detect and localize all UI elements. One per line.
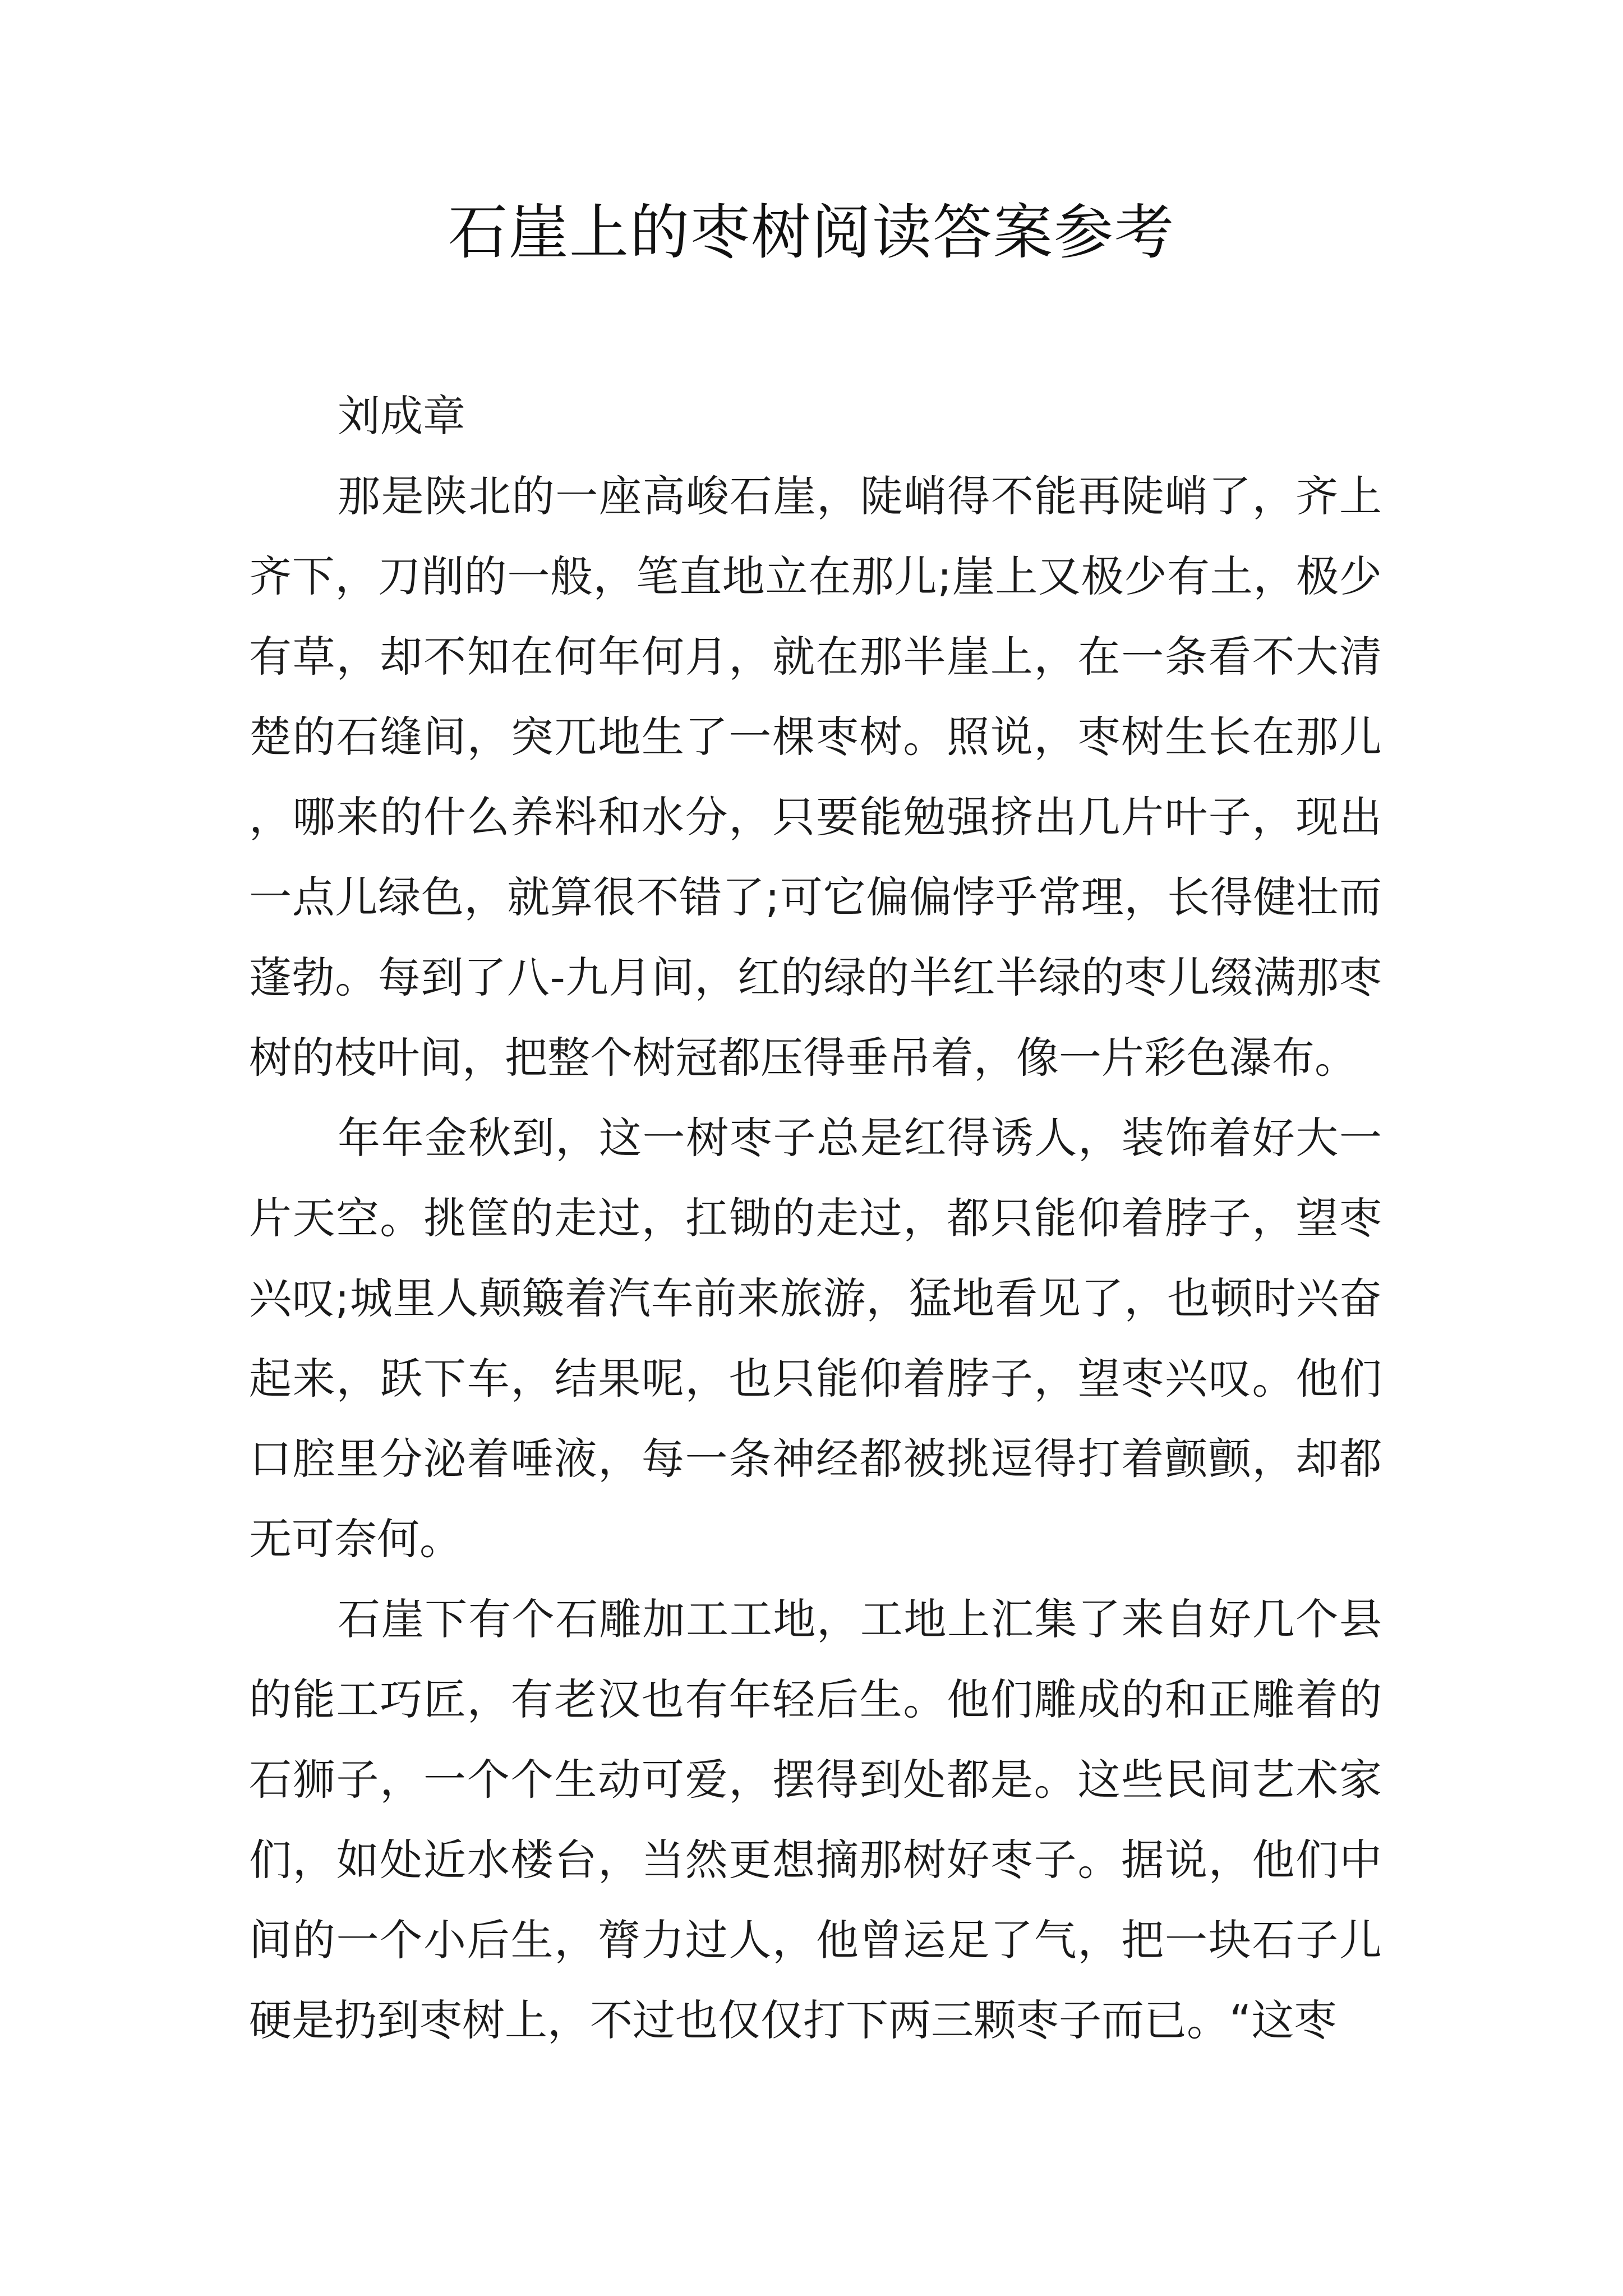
paragraph-1: 那是陕北的一座高峻石崖，陡峭得不能再陡峭了，齐上齐下，刀削的一般，笔直地立在那儿;崖上又极少有土，极少有草，却不知在何年何月，就在那半崖上，在一条看不大清楚的石缝间，突兀地生了一棵枣树。照说，枣树生长在那儿，哪来的什么养料和水分，只要能勉强挤出几片叶子，现出一点儿绿色，就算很不错了;可它偏偏悖乎常理，长得健壮而蓬勃。每到了八-九月间，红的绿的半红半绿的枣儿缀满那枣树的枝叶间，把整个树冠都压得垂吊着，像一片彩色瀑布。 [249,471,1382,1083]
paragraph-3: 石崖下有个石雕加工工地，工地上汇集了来自好几个县的能工巧匠，有老汉也有年轻后生。他们雕成的和正雕着的石狮子，一个个生动可爱，摆得到处都是。这些民间艺术家们，如处近水楼台，当然更想摘那树好枣子。据说，他们中间的一个小后生，膂力过人，他曾运足了气，把一块石子儿硬是扔到枣树上，不过也仅仅打下两三颗枣子而已。“这枣 [249,1594,1382,2045]
document-title: 石崖上的枣树阅读答案参考 [448,198,1175,267]
paragraph-2: 年年金秋到，这一树枣子总是红得诱人，装饰着好大一片天空。挑筐的走过，扛锄的走过，都只能仰着脖子，望枣兴叹;城里人颠簸着汽车前来旅游，猛地看见了，也顿时兴奋起来，跃下车，结果呢，也只能仰着脖子，望枣兴叹。他们口腔里分泌着唾液，每一条神经都被挑逗得打着颤颤，却都无可奈何。 [249,1113,1382,1564]
author-line: 刘成章 [338,391,465,441]
document-body [249,376,1382,2060]
